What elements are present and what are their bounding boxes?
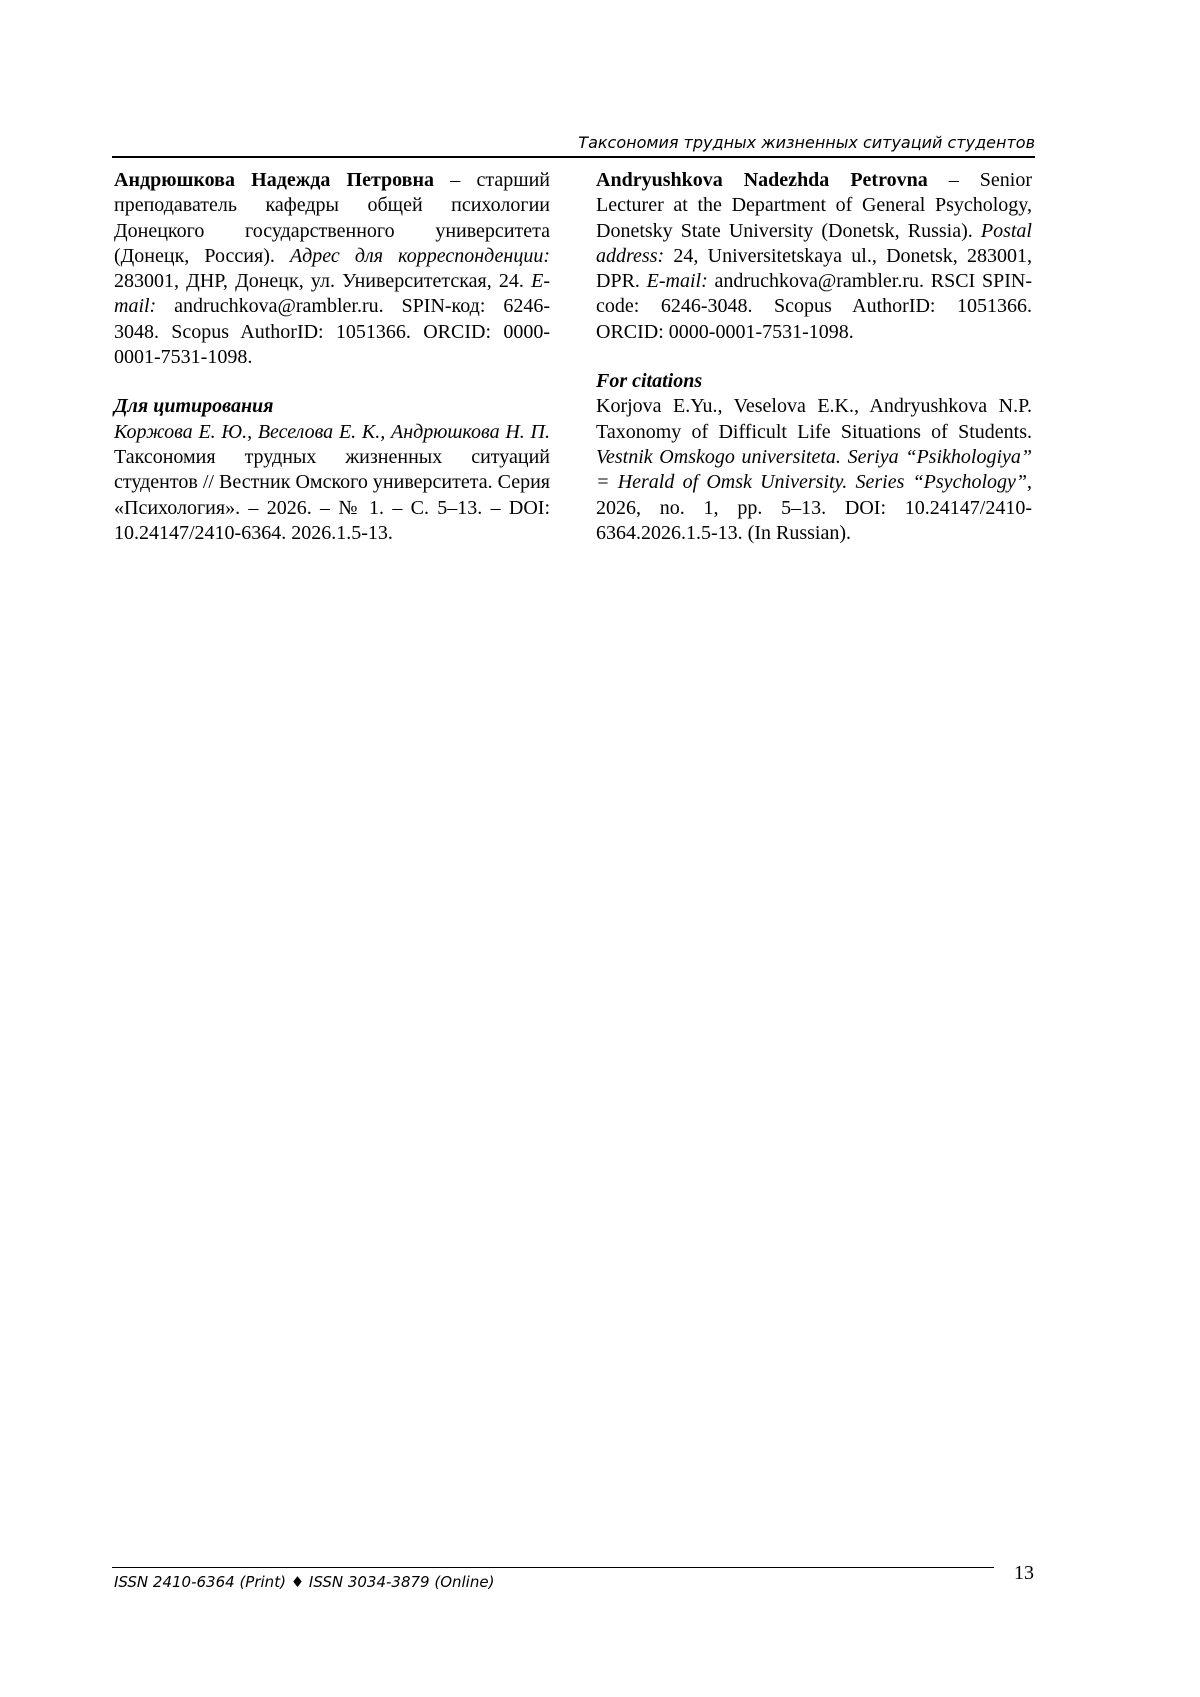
citation-text-en [596, 394, 1032, 546]
citation-heading-en: For citations [596, 370, 703, 393]
left-column-russian [114, 168, 550, 546]
author-info-en [596, 168, 1032, 345]
citation-start-en: Korjova E.Yu., Veselova E.K., Andryushkova N.P. Taxonomy of Difficult Life Situations of Students. [596, 395, 1032, 443]
author-name-ru: Андрюшкова Надежда Петровна [114, 169, 435, 191]
author-info-ru [114, 168, 550, 370]
right-column-english [596, 168, 1032, 546]
citation-rest-ru: Таксономия трудных жизненных ситуаций студентов // Вестник Омского университета. Серия «Психология». – 2026. – № 1. – С. 5–13. – DOI: 10.24147/2410-6364. 2026.1.5-13. [114, 445, 550, 544]
address-label-en: Postal address: [596, 219, 1032, 267]
author-name-en: Andryushkova Nadezhda Petrovna [596, 169, 928, 191]
citation-block-ru [114, 394, 550, 546]
author-desc-en: – Senior Lecturer at the Department of General Psychology, Donetsky State University (Donetsk, Russia). [596, 169, 1032, 242]
email-label-ru: E-mail: [114, 270, 550, 318]
email-ids-ru: andruchkova@rambler.ru. SPIN-код: 6246-3048. Scopus AuthorID: 1051366. ORCID: 0000-0001-7531-1098. [114, 295, 550, 369]
citation-text-ru [114, 420, 550, 546]
citation-heading-ru: Для цитирования [114, 395, 274, 418]
address-label-ru: Адрес для корреспонденции: [289, 244, 550, 267]
citation-journal-en: Vestnik Omskogo universiteta. Seriya “Psikhologiya” = Herald of Omsk University. Series “Psychology” [596, 445, 1032, 494]
header-rule [112, 156, 1035, 158]
citation-block-en [596, 369, 1032, 546]
running-header: Таксономия трудных жизненных ситуаций студентов [578, 133, 1035, 152]
citation-end-en: , 2026, no. 1, pp. 5–13. DOI: 10.24147/2410-6364.2026.1.5-13. (In Russian). [596, 471, 1032, 544]
address-en: 24, Universitetskaya ul., Donetsk, 283001, DPR. [596, 244, 1032, 293]
address-ru: 283001, ДНР, Донецк, ул. Университетская, 24. [114, 270, 532, 293]
email-label-en: E-mail: [646, 270, 708, 293]
author-desc-ru: – старший преподаватель кафедры общей психологии Донецкого государственного университета (Донецк, Россия). [114, 169, 551, 267]
email-ids-en: andruchkova@rambler.ru. RSCI SPIN-code: 6246-3048. Scopus AuthorID: 1051366. ORCID: 0000-0001-7531-1098. [596, 270, 1032, 343]
footer-issn: ISSN 2410-6364 (Print) ♦ ISSN 3034-3879 (Online) [114, 1573, 495, 1591]
citation-authors-ru: Коржова Е. Ю., Веселова Е. К., Андрюшкова Н. П. [114, 420, 550, 443]
page-number: 13 [1014, 1562, 1034, 1584]
footer-rule [112, 1567, 994, 1568]
